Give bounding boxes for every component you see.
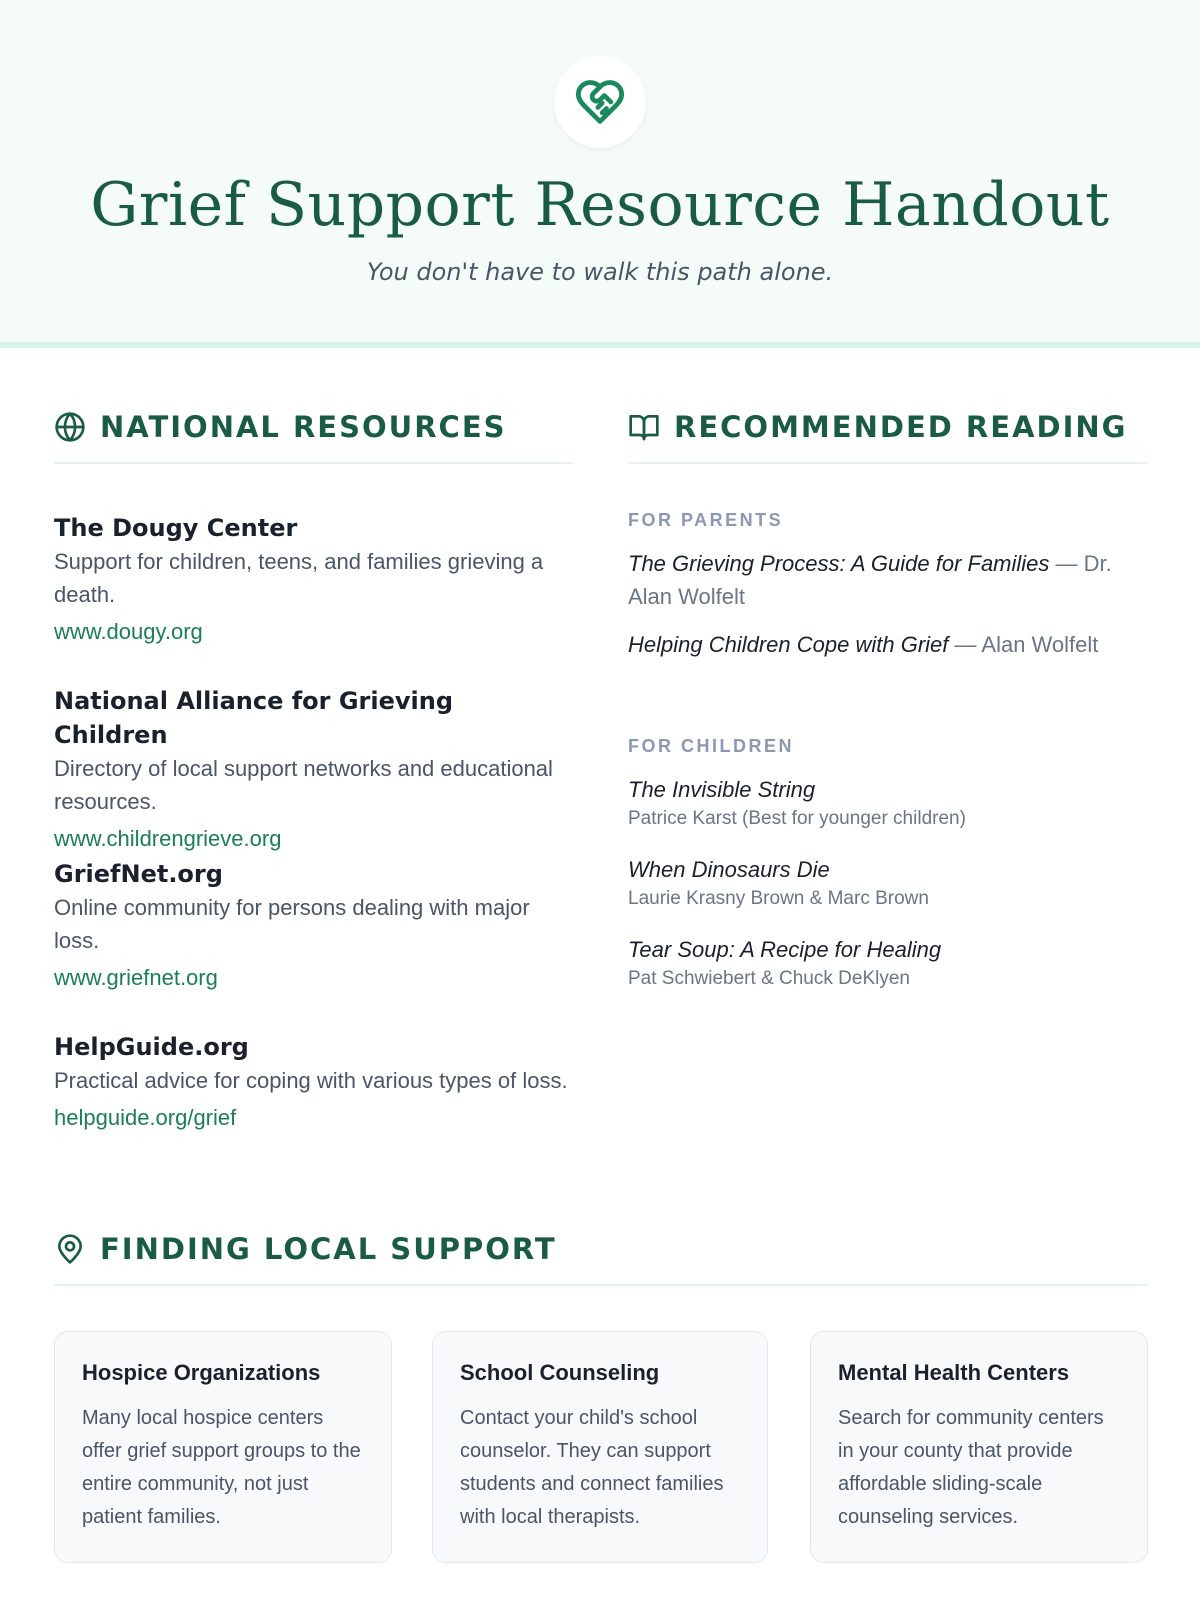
book-separator: — xyxy=(948,632,982,657)
resource-name: The Dougy Center xyxy=(54,514,298,542)
card-title: School Counseling xyxy=(460,1360,660,1385)
section-title: NATIONAL RESOURCES xyxy=(100,410,507,444)
map-pin-icon xyxy=(54,1233,86,1265)
support-card xyxy=(432,1331,768,1563)
book-title: When Dinosaurs Die xyxy=(628,857,830,882)
book-title: The Invisible String xyxy=(628,777,816,802)
section-title: FINDING LOCAL SUPPORT xyxy=(100,1232,557,1266)
section-title: RECOMMENDED READING xyxy=(674,410,1128,444)
resource-link[interactable]: www.griefnet.org xyxy=(54,965,218,990)
book-item xyxy=(628,935,1148,993)
page-subtitle: You don't have to walk this path alone. xyxy=(366,258,834,286)
book-author: Alan Wolfelt xyxy=(981,632,1099,657)
resource-item xyxy=(54,511,574,647)
book-title: Tear Soup: A Recipe for Healing xyxy=(628,937,942,962)
book-author: Patrice Karst (Best for younger children) xyxy=(628,808,966,829)
card-text: Search for community centers in your county that provide affordable sliding-scale counseling services. xyxy=(838,1407,1104,1528)
book-author: Dr. Alan Wolfelt xyxy=(628,551,1112,609)
resource-item xyxy=(54,1030,574,1133)
resource-name: National Alliance for Grieving Children xyxy=(54,687,454,749)
resource-description: Online community for persons dealing with major loss. xyxy=(54,895,530,953)
resource-item xyxy=(54,857,574,993)
book-item xyxy=(628,628,1148,661)
book-title: Helping Children Cope with Grief xyxy=(628,632,949,657)
book-author: Laurie Krasny Brown & Marc Brown xyxy=(628,888,929,909)
support-card xyxy=(54,1331,392,1563)
resource-description: Directory of local support networks and educational resources. xyxy=(54,756,553,814)
national-resources-heading xyxy=(54,410,574,464)
resource-link[interactable]: helpguide.org/grief xyxy=(54,1105,237,1130)
open-book-icon xyxy=(628,411,660,443)
book-item xyxy=(628,775,1148,833)
book-title: The Grieving Process: A Guide for Families xyxy=(628,551,1050,576)
resource-link[interactable]: www.childrengrieve.org xyxy=(54,826,282,851)
page-title: Grief Support Resource Handout xyxy=(90,170,1110,240)
book-separator: — xyxy=(1049,551,1084,576)
resource-item xyxy=(54,684,574,854)
book-item xyxy=(628,547,1148,613)
parents-category-label: FOR PARENTS xyxy=(628,510,784,530)
children-category-label: FOR CHILDREN xyxy=(628,736,794,756)
card-text: Many local hospice centers offer grief support groups to the entire community, not just patient families. xyxy=(82,1407,361,1528)
resource-description: Practical advice for coping with various types of loss. xyxy=(54,1068,568,1093)
local-support-heading xyxy=(54,1232,1148,1286)
heart-handshake-icon xyxy=(574,76,626,128)
card-title: Hospice Organizations xyxy=(82,1360,321,1385)
logo xyxy=(554,56,646,148)
card-title: Mental Health Centers xyxy=(838,1360,1070,1385)
resource-link[interactable]: www.dougy.org xyxy=(54,619,203,644)
card-text: Contact your child's school counselor. They can support students and connect families with local therapists. xyxy=(460,1407,724,1528)
recommended-reading-heading xyxy=(628,410,1148,464)
support-card xyxy=(810,1331,1148,1563)
book-item xyxy=(628,855,1148,913)
resource-description: Support for children, teens, and families grieving a death. xyxy=(54,549,544,607)
header xyxy=(0,0,1200,348)
resource-name: GriefNet.org xyxy=(54,860,223,888)
globe-icon xyxy=(54,411,86,443)
resource-name: HelpGuide.org xyxy=(54,1033,249,1061)
book-author: Pat Schwiebert & Chuck DeKlyen xyxy=(628,968,910,989)
